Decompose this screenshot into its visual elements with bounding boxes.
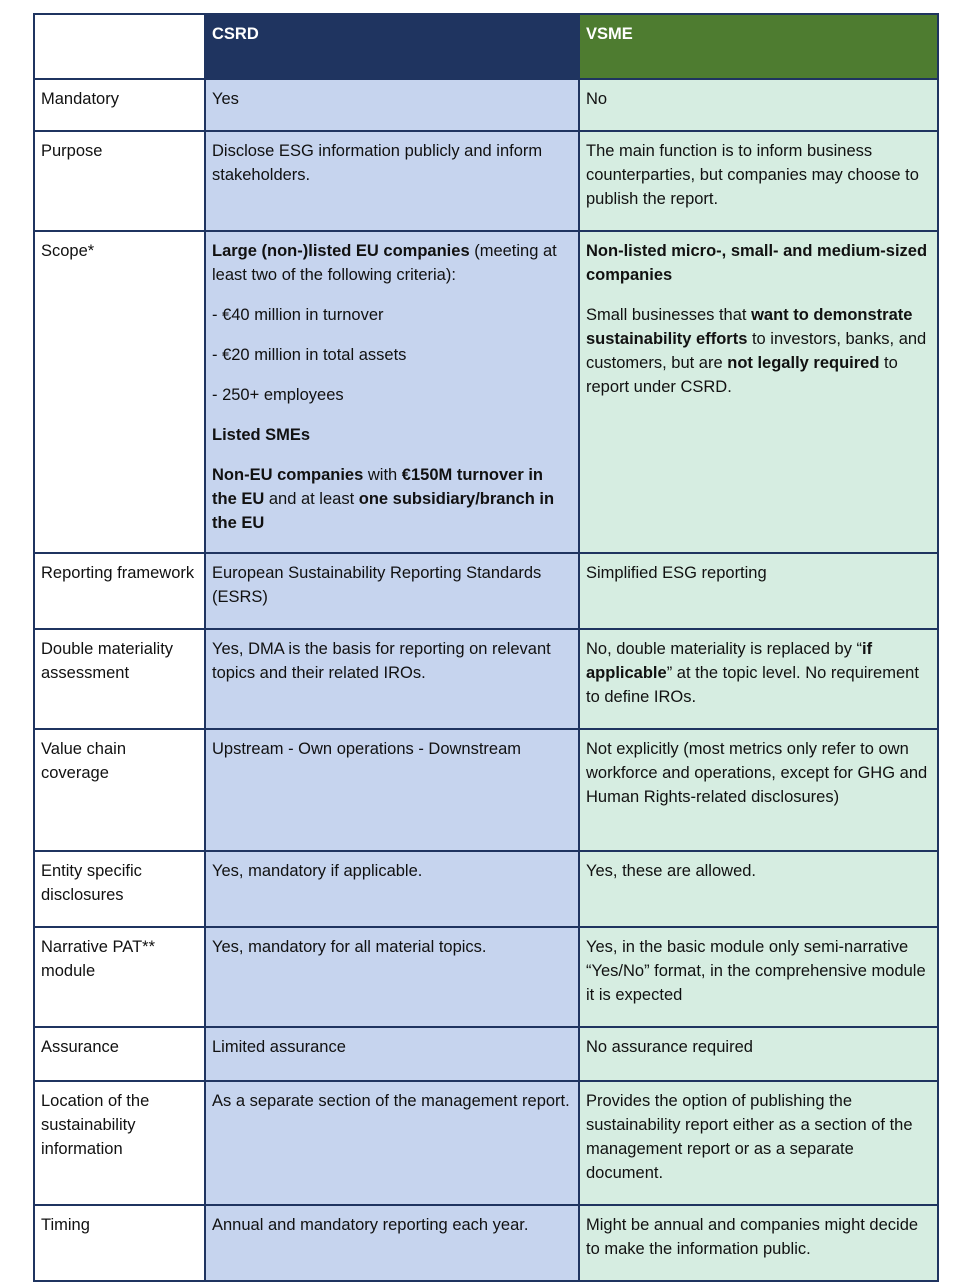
scope-criterion: - €20 million in total assets	[212, 346, 407, 364]
vsme-cell: Simplified ESG reporting	[579, 553, 938, 629]
scope-vsme-description: Small businesses that want to demonstrate sustainability efforts to investors, banks, and customers, but are not legally required to report under CSRD.	[586, 306, 927, 396]
row-narrative-pat	[34, 927, 938, 1027]
row-label: Assurance	[34, 1027, 205, 1081]
vsme-cell: No assurance required	[579, 1027, 938, 1081]
row-label: Double materiality assessment	[34, 629, 205, 729]
header-vsme: VSME	[579, 14, 938, 79]
row-label: Value chain coverage	[34, 729, 205, 851]
vsme-cell: Not explicitly (most metrics only refer to own workforce and operations, except for GHG and Human Rights-related disclosures)	[579, 729, 938, 851]
row-label: Location of the sustainability information	[34, 1081, 205, 1205]
row-value-chain	[34, 729, 938, 851]
vsme-cell: Yes, these are allowed.	[579, 851, 938, 927]
row-label: Entity specific disclosures	[34, 851, 205, 927]
row-label: Timing	[34, 1205, 205, 1281]
header-csrd: CSRD	[205, 14, 579, 79]
vsme-cell: No, double materiality is replaced by “if applicable” at the topic level. No requirement to define IROs.	[579, 629, 938, 729]
scope-non-eu: Non-EU companies with €150M turnover in the EU and at least one subsidiary/branch in the EU	[212, 466, 555, 532]
vsme-cell: The main function is to inform business counterparties, but companies may choose to publish the report.	[579, 131, 938, 231]
csrd-cell: Limited assurance	[205, 1027, 579, 1081]
row-scope	[34, 231, 938, 553]
row-label: Scope*	[34, 231, 205, 553]
csrd-cell: Disclose ESG information publicly and inform stakeholders.	[205, 131, 579, 231]
row-label: Purpose	[34, 131, 205, 231]
scope-large-companies: Large (non-)listed EU companies (meeting at least two of the following criteria):	[212, 242, 557, 284]
row-timing	[34, 1205, 938, 1281]
vsme-cell: Provides the option of publishing the sustainability report either as a section of the management report or as a separate document.	[579, 1081, 938, 1205]
csrd-cell: Annual and mandatory reporting each year.	[205, 1205, 579, 1281]
vsme-cell: Might be annual and companies might decide to make the information public.	[579, 1205, 938, 1281]
row-purpose	[34, 131, 938, 231]
csrd-cell: Yes, DMA is the basis for reporting on relevant topics and their related IROs.	[205, 629, 579, 729]
csrd-cell	[205, 231, 579, 553]
vsme-cell: Yes, in the basic module only semi-narrative “Yes/No” format, in the comprehensive module it is expected	[579, 927, 938, 1027]
vsme-cell: No	[579, 79, 938, 131]
row-mandatory	[34, 79, 938, 131]
row-assurance	[34, 1027, 938, 1081]
row-entity-specific	[34, 851, 938, 927]
scope-criterion: - €40 million in turnover	[212, 306, 384, 324]
row-label: Narrative PAT** module	[34, 927, 205, 1027]
row-location	[34, 1081, 938, 1205]
header-row	[34, 14, 938, 79]
row-framework	[34, 553, 938, 629]
csrd-cell: As a separate section of the management report.	[205, 1081, 579, 1205]
comparison-table	[33, 13, 939, 1282]
row-label: Reporting framework	[34, 553, 205, 629]
row-label: Mandatory	[34, 79, 205, 131]
csrd-cell: European Sustainability Reporting Standards (ESRS)	[205, 553, 579, 629]
header-blank	[34, 14, 205, 79]
row-dma	[34, 629, 938, 729]
csrd-cell: Yes, mandatory for all material topics.	[205, 927, 579, 1027]
vsme-cell	[579, 231, 938, 553]
scope-listed-smes: Listed SMEs	[212, 426, 311, 444]
scope-criterion: - 250+ employees	[212, 386, 344, 404]
scope-vsme-companies: Non-listed micro-, small- and medium-sized companies	[586, 242, 928, 284]
csrd-cell: Yes, mandatory if applicable.	[205, 851, 579, 927]
csrd-cell: Yes	[205, 79, 579, 131]
csrd-cell: Upstream - Own operations - Downstream	[205, 729, 579, 851]
